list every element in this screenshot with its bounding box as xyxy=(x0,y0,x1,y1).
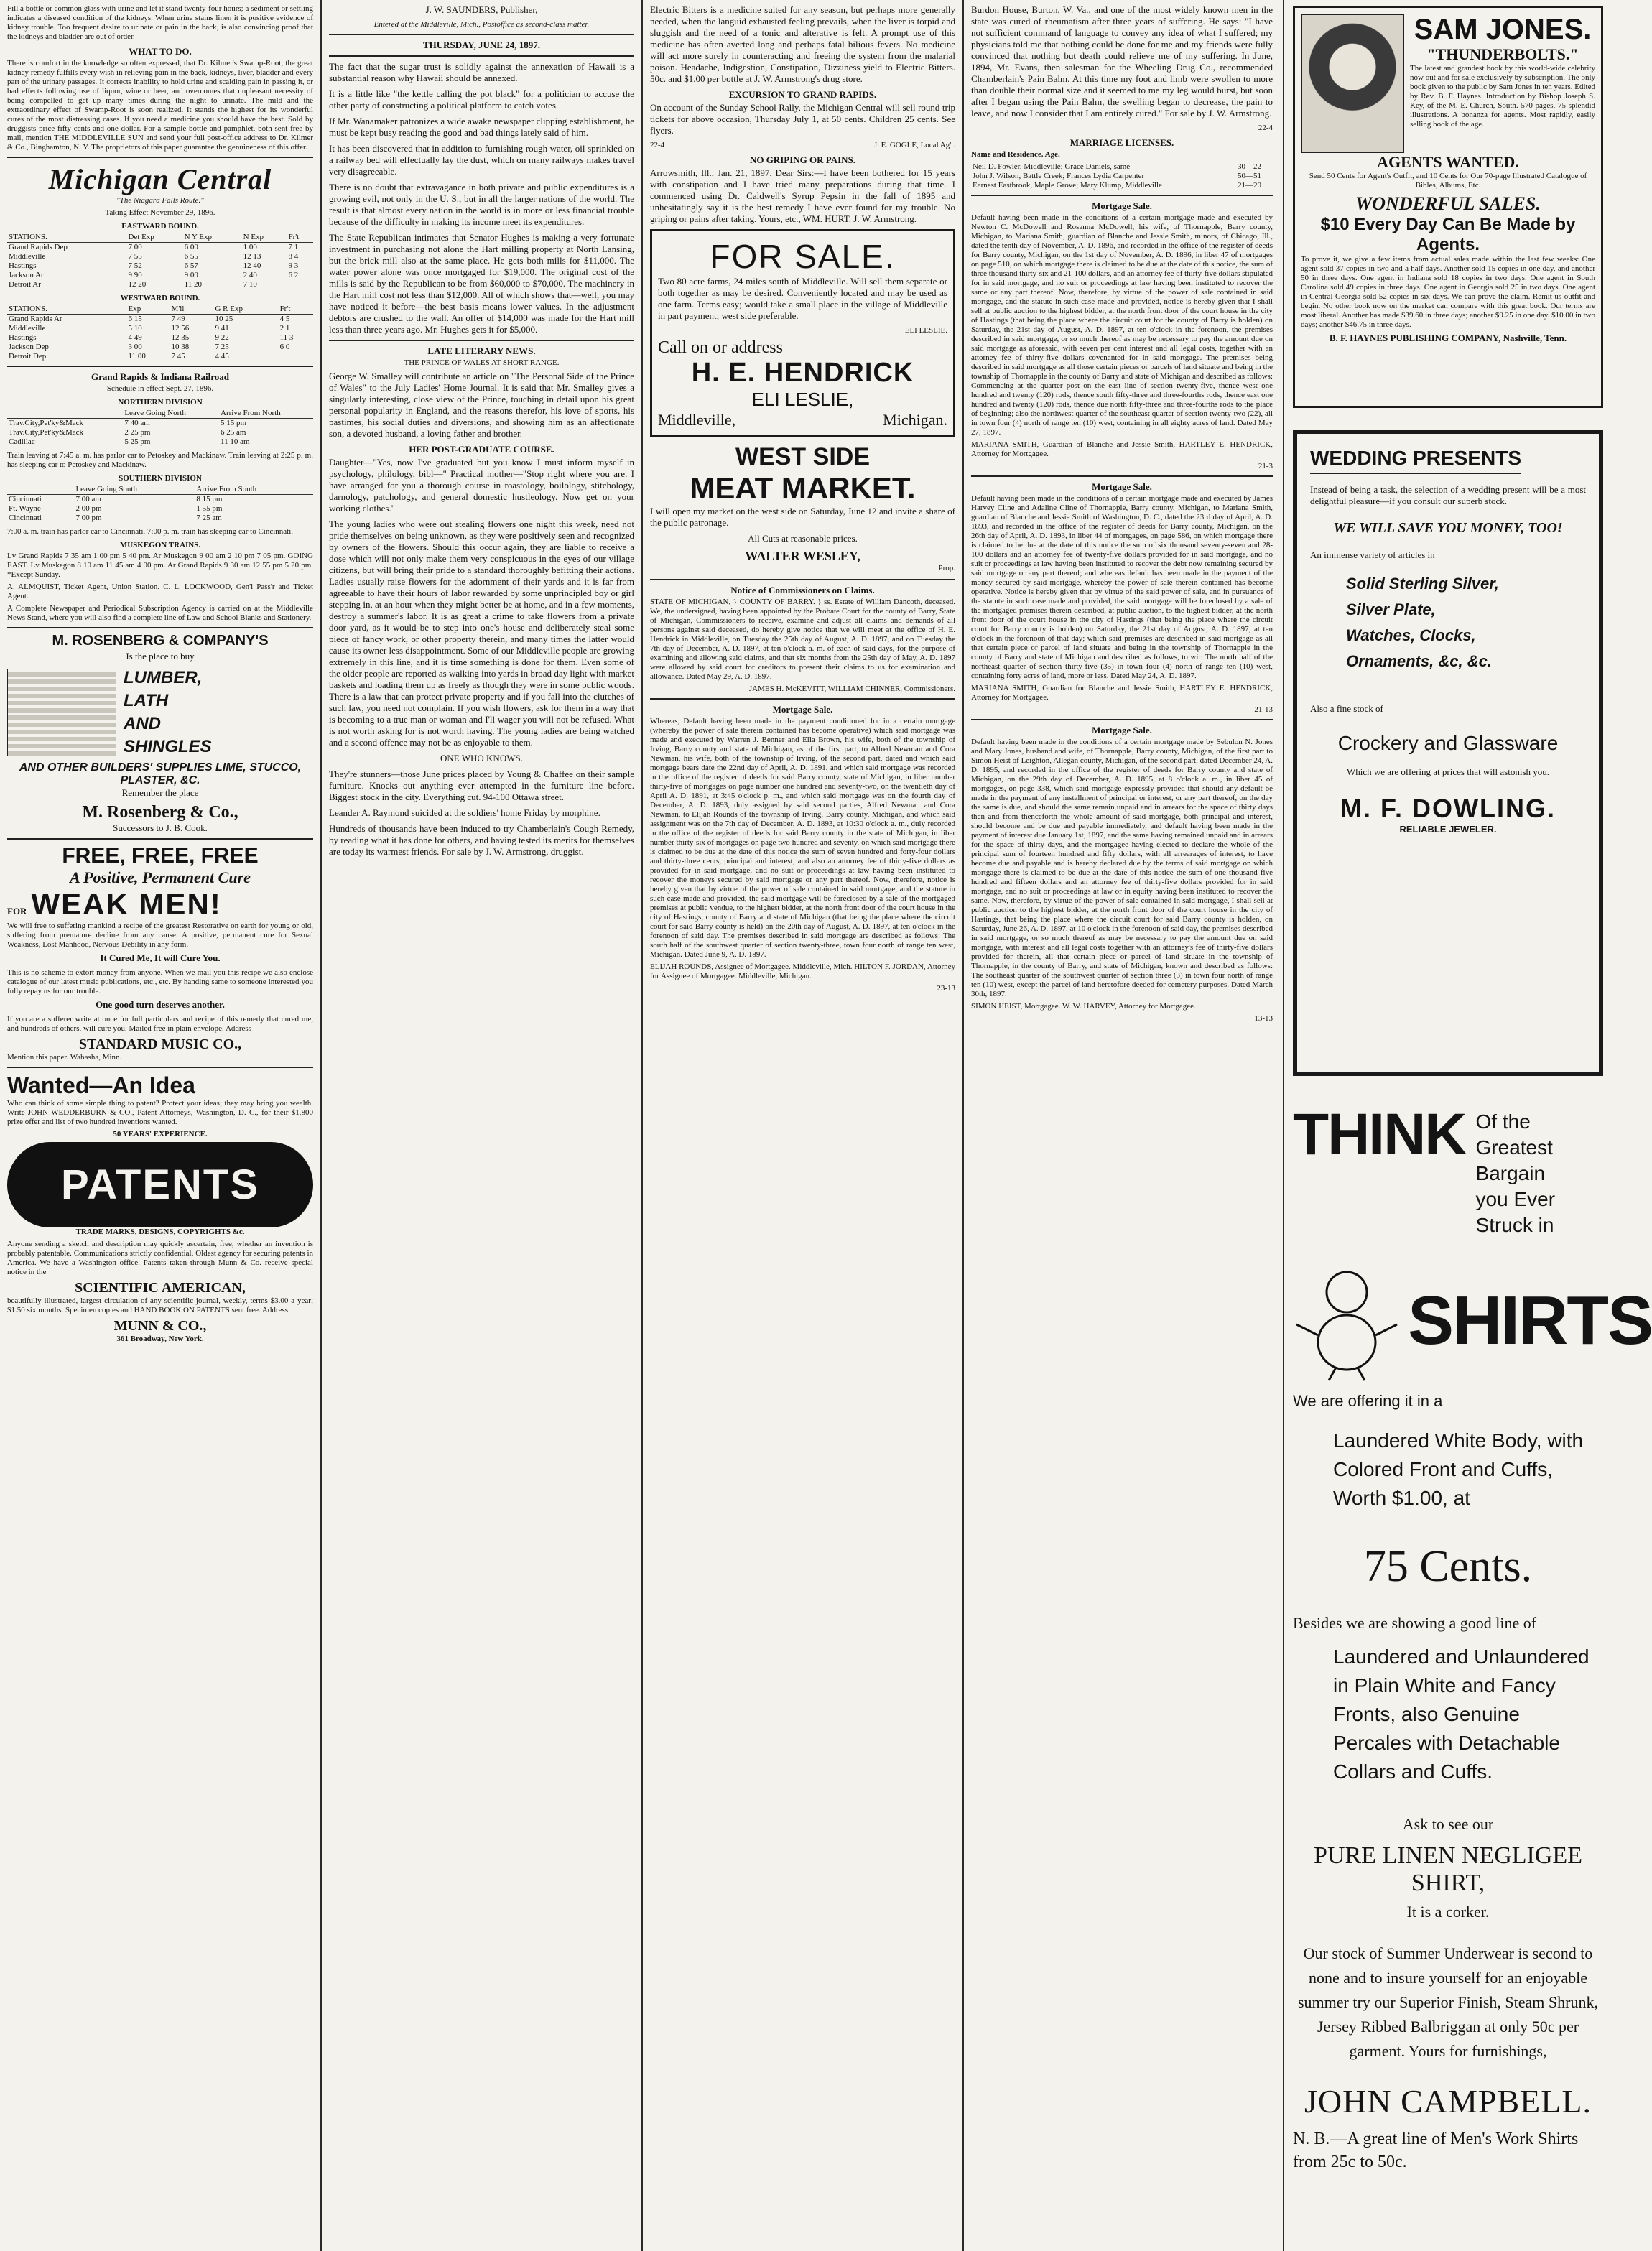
mortgage-sale-heading: Mortgage Sale. xyxy=(1092,725,1152,735)
timetable-cell: 7 45 xyxy=(171,352,185,361)
agents-text: A. ALMQUIST, Ticket Agent, Union Station. C. L. LOCKWOOD, Gen'l Pass'r and Ticket Agent. xyxy=(7,583,313,600)
mortgage-sale-text: Default having been made in the conditions of a certain mortgage made and executed by James Harvey Cline and Adaline Cline of Thornapple, Barry county, Michigan, to Mariana Smith, guardian of Blanche and Jessie Smith of Washington, D. C., dated the 23rd day of April, A. D. 1893, and recorded in the office of the register of deeds for Barry county, Michigan, on the 26th day of April, A. D. 1893, in liber 44 of mortgages, on page 586, on which mortgage there is claimed to be due at the date of this notice the sum of six thousand seventy-seven and 28-100 dollars and an attorney fee of twenty-five dollars provided for in said mortgage, and no suit or proceedings at law having been instituted to recover the debt now remaining secured by said mortgage or any part thereof; and whereas default has been made in the payment of the money secured by said mortgage, whereby the power of sale therein contained has become operative. Notice is hereby given that by virtue of the said power of sale, and in pursuance of the statute in such case made and provided, the said mortgage will be foreclosed by a sale of the mortgaged premises therein described, at public auction, to the highest bidder, at the north front door of the court house in the city of Hastings (that being the place where the circuit court for Barry county is holden) on Saturday, the 21st day of August, A. D. 1897, at ten o'clock in the forenoon of that day; which said premises are described in said mortgage as all that certain piece or parcel of land situate and being in the township of Thornapple in the county of Barry and state of Michigan and described as follows, to wit: The north half of the northeast quarter of section thirty-five (35) in town four (4) north of range ten (10) west, containing forty acres of land, more or less. Dated May 24, A. D. 1897. xyxy=(971,494,1273,680)
patents-logo: PATENTS xyxy=(7,1142,313,1227)
campbell-name: JOHN CAMPBELL. xyxy=(1304,2083,1592,2120)
weak-men-heading: WEAK MEN! xyxy=(31,887,222,921)
northern-division-heading: NORTHERN DIVISION xyxy=(118,398,203,407)
timetable-header-cell: Leave Going North xyxy=(123,409,219,419)
eastward-timetable xyxy=(7,233,313,289)
timetable-row xyxy=(7,495,313,505)
timetable-cell: 21—20 xyxy=(1238,181,1262,190)
divider xyxy=(329,340,634,341)
timetable-cell: 11 3 xyxy=(279,333,294,342)
patents-text: Anyone sending a sketch and description may quickly ascertain, free, whether an invention is probably patentable. Communications strictly confidential. Oldest agency for securing patents in America. We have a Washington office. Patents taken through Munn & Co. receive special notice in the xyxy=(7,1240,313,1276)
timetable-cell: Detroit Ar xyxy=(9,280,41,289)
divider xyxy=(329,55,634,57)
timetable-header-cell: STATIONS. xyxy=(7,233,126,243)
marriage-licenses-heading: MARRIAGE LICENSES. xyxy=(1069,137,1174,148)
westward-timetable xyxy=(7,305,313,361)
for-sale-text: Two 80 acre farms, 24 miles south of Middleville. Will sell them separate or both together as may be desired. Conveniently located and may be used as one farm. Terms easy; would take a small place in the village of Middleville in part payment; west side preferable. xyxy=(658,276,947,321)
burdon-number: 22-4 xyxy=(1258,124,1273,132)
timetable-cell: 1 55 pm xyxy=(196,504,223,513)
weak-men-banner xyxy=(7,887,313,922)
ten-dollars-text: To prove it, we give a few items from actual sales made within the last few weeks: One agent sold 37 copies in two and a half days. Another sold 15 copies in one day, and another 50 in three days. One agent in Indiana sold 18 copies in two days. One agent in South Carolina sold 49 copies in three days. One agent in Georgia sold 25 in two days. One agent in Central Georgia sold 52 copies in six days. We can prove the claim. Remit us outfit and begin. No other book now on the market can compare with this great book. Our terms are most liberal. Another has made $39.60 in three days; another $9.25 in one day. $10.00 in two days; another $46.75 in three days. xyxy=(1301,255,1595,329)
column-3 xyxy=(643,0,962,2251)
timetable-cell: Hastings xyxy=(9,261,37,270)
also-fine-text: Also a fine stock of xyxy=(1310,703,1383,714)
timetable-cell: Detroit Dep xyxy=(9,352,47,361)
timetable-row xyxy=(7,419,313,429)
timetable-cell: Cincinnati xyxy=(9,495,42,503)
agents-wanted-heading: AGENTS WANTED. xyxy=(1377,153,1519,171)
timetable-cell: 6 00 xyxy=(184,243,198,251)
column-2 xyxy=(322,0,641,2251)
timetable-header-cell: STATIONS. xyxy=(7,305,126,315)
timetable-cell xyxy=(279,352,313,361)
think-heading: THINK xyxy=(1293,1102,1466,1167)
west-side-heading: WEST SIDE xyxy=(735,443,871,470)
publisher-line: J. W. SAUNDERS, Publisher, xyxy=(425,4,538,15)
timetable-header-cell xyxy=(7,485,74,495)
entered-line: Entered at the Middleville, Mich., Postoffice as second-class matter. xyxy=(373,20,590,29)
think-line: Of the Greatest Bargain xyxy=(1475,1110,1553,1184)
muskegon-text: Lv Grand Rapids 7 35 am 1 00 pm 5 40 pm. Ar Muskegon 9 00 am 2 10 pm 7 05 pm. GOING EAST. Lv Muskegon 8 10 am 11 45 am 4 00 pm. Ar Grand Rapids 9 30 am 12 55 pm 5 20 pm. *Except Sunday. xyxy=(7,552,313,579)
excursion-signature: J. E. GOGLE, Local Ag't. xyxy=(873,141,955,149)
meat-market-heading: MEAT MARKET. xyxy=(690,471,916,505)
offering-text: We are offering it in a xyxy=(1293,1392,1443,1410)
flowers-paragraph: The young ladies who were out stealing flowers one night this week, need not pride themselves on being unknown, as they were positively seen and recognized by owners of the flowers. Should this occur again, they are liable to receive a dose which will not only make them very conspicuous in the eyes of our village citizens, but will bring their pride to a standard thoroughly befitting their actions. Ladies usually raise flowers for the adornment of their yards and it is far from agreeable to have their hours of labor rewarded by some unprincipled boy or girl stepping in, at an hour when they might better be at home, and in a few moments, destroy a summer's labor. It is as great a crime to take flowers from a private door yard, as it would be to step into one's house and deliberately steal some piece of fancy work, or other property therein, and many times the latter would cause its owner less disappointment. Some of our Middleville people are growing extremely in this line, and it is time something is done for them. Even some of the older people are reported as walking into yards in broad day light with market baskets and loading them up as freely as though they were in some public woods. There is a law that can protect private property and if you fall into the clutches of such law, you need not complain. If you wish flowers, ask for them in a way that is becoming to a true man or woman and I'll wager you will not be refused. What is not worth asking for is not worth having. The young ladies are being watched and a second offence may not be as enjoyable to them. xyxy=(329,519,634,748)
timetable-cell: 7 00 xyxy=(128,243,142,251)
call-on: Call on or address xyxy=(658,338,783,357)
mortgage-sale-heading: Mortgage Sale. xyxy=(772,704,833,715)
state-name: Michigan. xyxy=(883,411,947,429)
divider xyxy=(650,698,955,700)
timetable-cell: 5 10 xyxy=(128,324,142,333)
cough-remedy-paragraph: Hundreds of thousands have been induced to try Chamberlain's Cough Remedy, by reading what it has done for others, and having tested its merits for themselves are today its warmest friends. For sale by J. W. Armstrong, druggist. xyxy=(329,823,634,857)
notice-signature: JAMES H. McKEVITT, WILLIAM CHINNER, Commissioners. xyxy=(748,684,955,693)
timetable-row xyxy=(7,261,313,271)
timetable-cell: Hastings xyxy=(9,333,37,342)
rosenberg-remember: Remember the place xyxy=(121,787,199,798)
excursion-heading: EXCURSION TO GRAND RAPIDS. xyxy=(728,89,877,100)
timetable-row xyxy=(7,437,313,447)
timetable-row xyxy=(7,428,313,437)
years-experience: 50 YEARS' EXPERIENCE. xyxy=(113,1130,208,1138)
timetable-cell: 9 00 xyxy=(184,271,198,279)
timetable-cell: Trav.City,Pet'ky&Mack xyxy=(9,419,84,427)
linen-shirt-heading: PURE LINEN NEGLIGEE SHIRT, xyxy=(1314,1842,1582,1896)
shirts-banner xyxy=(1293,1260,1652,1382)
one-who-knows: ONE WHO KNOWS. xyxy=(440,753,523,764)
rosenberg-ad-body xyxy=(7,667,313,758)
timetable-row xyxy=(7,343,313,352)
mortgage-sale-number: 21-3 xyxy=(1258,462,1273,470)
scientific-american: SCIENTIFIC AMERICAN, xyxy=(75,1280,246,1296)
literary-paragraph: George W. Smalley will contribute an article on "The Personal Side of the Prince of Wales" to the July Ladies' Home Journal. It is said that Mr. Smalley gives a singularly interesting, close view of the Prince, touching in detail upon his great personal popularity in England, and the reasons therefor, his love of sports, his pastimes, his social duties and diversions, and showing him as an affectionate son, a devoted husband, a loving father and brother. xyxy=(329,371,634,439)
divider xyxy=(329,34,634,35)
mortgage-sale-signature: MARIANA SMITH, Guardian of Blanche and Jessie Smith, HARTLEY E. HENDRICK, Attorney for Mortgagee. xyxy=(971,440,1273,458)
timetable-cell: Cincinnati xyxy=(9,514,42,522)
timetable-header-cell: M'il xyxy=(170,305,214,315)
editorial-paragraph: It has been discovered that in addition to furnishing rough water, oil sprinkled on a railway bed will effectually lay the dust, which on many railways makes travel very disagreeable. xyxy=(329,143,634,177)
timetable-header-cell: N Y Exp xyxy=(183,233,242,243)
shirts-ad xyxy=(1293,1102,1652,2173)
post-graduate-heading: HER POST-GRADUATE COURSE. xyxy=(409,444,554,455)
timetable-cell: 7 10 xyxy=(243,280,257,289)
editorial-paragraph: The fact that the sugar trust is solidly against the annexation of Hawaii is a substantial reason why Hawaii should be annexed. xyxy=(329,61,634,83)
for-sale-eli: ELI LESLIE. xyxy=(904,326,947,335)
crockery-heading: Crockery and Glassware xyxy=(1337,732,1559,754)
free-sub: A Positive, Permanent Cure xyxy=(70,868,251,886)
sci-am-text: beautifully illustrated, largest circulation of any scientific journal, weekly, terms $3.00 a year; $1.50 six months. Specimen copies and HAND BOOK ON PATENTS sent free. Address xyxy=(7,1296,313,1314)
editorial-paragraph: If Mr. Wanamaker patronizes a wide awake newspaper clipping establishment, he must be kept busy reading the good and bad things lately said of him. xyxy=(329,116,634,138)
timetable-header-cell: Fr't xyxy=(287,233,313,243)
mc-effect-date: Taking Effect November 29, 1896. xyxy=(105,208,215,217)
divider xyxy=(7,627,313,628)
laundered2-text: Laundered and Unlaundered in Plain White and Fancy Fronts, also Genuine Percales with Detachable Collars and Cuffs. xyxy=(1333,1646,1590,1783)
wedding-items xyxy=(1346,571,1586,674)
divider xyxy=(7,1067,313,1068)
timetable-cell: 9 90 xyxy=(128,271,142,279)
what-to-do-heading: WHAT TO DO. xyxy=(129,46,192,57)
mortgage-sale-signature: ELIJAH ROUNDS, Assignee of Mortgagee. Middleville, Mich. HILTON F. JORDAN, Attorney for Assignee of Mortgagee. Middleville, Michigan. xyxy=(650,962,955,980)
corker-text: It is a corker. xyxy=(1406,1903,1490,1921)
timetable-cell: 11 00 xyxy=(128,352,146,361)
timetable-cell: 7 1 xyxy=(288,243,299,251)
ten-dollars-heading: $10 Every Day Can Be Made by Agents. xyxy=(1320,215,1576,254)
timetable-cell: 7 49 xyxy=(171,315,185,323)
wedding-presents-text: Instead of being a task, the selection of a wedding present will be a most delightful pleasure—if you consult our superb stock. xyxy=(1310,484,1586,506)
divider xyxy=(7,366,313,367)
timetable-header-cell: N Exp xyxy=(242,233,287,243)
timetable-cell: 10 25 xyxy=(215,315,233,323)
timetable-cell: 5 25 pm xyxy=(124,437,151,446)
swamp-root-text: There is comfort in the knowledge so often expressed, that Dr. Kilmer's Swamp-Root, the great kidney remedy fulfills every wish in relieving pain in the back, kidneys, liver, bladder and every part of the urinary passages. It corrects inability to hold urine and scalding pain in passing it, or bad effects following use of liquor, wine or beer, and overcomes that unpleasant necessity of being compelled to get up many times during the night to urinate. The mild and the extraordinary effect of Swamp-Root is soon realized. It stands the highest for its wonderful cures of the most distressing cases. If you need a medicine you should have the best. Sold by druggists price fifty cents and one dollar. For a sample bottle and pamphlet, both sent free by mail, mention THE MIDDLEVILLE SUN and send your full post-office address to Dr. Kilmer & Co., Binghamton, N. Y. The proprietors of this paper guarantee the genuineness of this offer. xyxy=(7,59,313,152)
ads-column xyxy=(1286,0,1652,2251)
timetable-cell: 8 15 pm xyxy=(196,495,223,503)
thunderbolts-text: The latest and grandest book by this world-wide celebrity now out and for sale exclusively by subscription. The only book given to the public by Sam Jones in ten years. Edited by Rev. B. F. Haynes. Introduction by Bishop Joseph S. Key, of the M. E. Church, South. 570 pages, 75 splendid illustrations. A bonanza for agents. Most rapidly, easily selling book of the age. xyxy=(1410,64,1595,129)
it-cured-me: It Cured Me, It will Cure You. xyxy=(100,952,221,963)
think-line: you Ever Struck in xyxy=(1475,1188,1556,1236)
mortgage-sale-number: 13-13 xyxy=(1254,1014,1273,1023)
rosenberg-heading: M. ROSENBERG & COMPANY'S xyxy=(52,633,269,649)
timetable-row xyxy=(7,504,313,514)
sam-jones-ad xyxy=(1293,6,1603,408)
timetable-cell: 11 20 xyxy=(184,280,202,289)
haynes-publisher: B. F. HAYNES PUBLISHING COMPANY, Nashville, Tenn. xyxy=(1329,333,1567,343)
electric-bitters-text: Electric Bitters is a medicine suited for any season, but perhaps more generally needed, when the languid exhausted feeling prevails, when the liver is torpid and sluggish and the need of a tonic and alterative is felt. A prompt use of this medicine has often averted long and perhaps fatal bilious fevers. No medicine will act more surely in counteracting and freeing the system from the malarial poison. Headache, Indigestion, Constipation, Dizziness yield to Electric Bitters. 50c. and $1.00 per bottle at J. W. Armstrong's drug store. xyxy=(650,4,955,84)
wonderful-sales-heading: WONDERFUL SALES. xyxy=(1355,193,1541,214)
wedding-item: Solid Sterling Silver, xyxy=(1346,575,1499,593)
munn-name: MUNN & CO., xyxy=(113,1318,207,1334)
timetable-cell: 10 38 xyxy=(171,343,190,351)
timetable-cell: 9 41 xyxy=(215,324,229,333)
southern-division-heading: SOUTHERN DIVISION xyxy=(119,474,202,483)
wedding-item: Silver Plate, xyxy=(1346,600,1436,618)
wedding-item: Ornaments, &c, &c. xyxy=(1346,652,1492,670)
timetable-row xyxy=(7,271,313,280)
timetable-cell: 7 55 xyxy=(128,252,142,261)
timetable-row xyxy=(7,514,313,523)
divider xyxy=(7,838,313,840)
timetable-cell: 6 55 xyxy=(184,252,198,261)
timetable-cell: 11 10 am xyxy=(221,437,250,446)
raymond-paragraph: Leander A. Raymond suicided at the soldiers' home Friday by morphine. xyxy=(329,807,600,818)
timetable-cell: 6 15 xyxy=(128,315,142,323)
save-money-heading: WE WILL SAVE YOU MONEY, TOO! xyxy=(1333,520,1563,536)
timetable-cell: 7 25 xyxy=(215,343,229,351)
for-sale-heading: FOR SALE. xyxy=(710,238,896,275)
one-good-turn: One good turn deserves another. xyxy=(96,999,225,1010)
for-sale-location xyxy=(658,411,947,430)
weak-men-text: We will free to suffering mankind a recipe of the greatest Restorative on earth for young or old, suffering from premature decline from any cause. A positive, permanent cure for Sexual Weakness, Lost Manhood, Nervous Debility in any form. xyxy=(7,922,313,949)
timetable-cell: Jackson Dep xyxy=(9,343,49,351)
patents-sub: TRADE MARKS, DESIGNS, COPYRIGHTS &c. xyxy=(75,1227,245,1236)
literary-heading: LATE LITERARY NEWS. xyxy=(427,345,536,356)
timetable-row xyxy=(7,243,313,253)
for-sale-ad xyxy=(650,229,955,437)
timetable-cell: 50—51 xyxy=(1238,172,1262,180)
column-rule xyxy=(1283,0,1284,2251)
munn-address: 361 Broadway, New York. xyxy=(116,1335,204,1343)
southern-note: 7:00 a. m. train has parlor car to Cincinnati. 7:00 p. m. train has sleeping car to Cincinnati. xyxy=(7,527,294,536)
timetable-header-cell: Det Exp xyxy=(126,233,182,243)
baby-figure-icon xyxy=(1293,1260,1401,1382)
timetable-header-cell: Exp xyxy=(126,305,170,315)
northern-timetable xyxy=(7,409,313,447)
timetable-header-cell: G R Exp xyxy=(213,305,278,315)
timetable-cell: 7 25 am xyxy=(196,514,222,522)
timetable-header-cell: Arrive From North xyxy=(219,409,313,419)
sam-jones-header xyxy=(1301,14,1595,153)
timetable-cell xyxy=(287,280,313,289)
standard-music-mention: Mention this paper. Wabasha, Minn. xyxy=(7,1053,122,1062)
work-shirts-note: N. B.—A great line of Men's Work Shirts from 25c to 50c. xyxy=(1293,2130,1579,2171)
standard-music-name: STANDARD MUSIC CO., xyxy=(78,1036,242,1052)
price-75-cents: 75 Cents. xyxy=(1363,1542,1533,1591)
timetable-cell: 7 40 am xyxy=(124,419,150,427)
wanted-idea-heading: Wanted—An Idea xyxy=(7,1072,195,1098)
timetable-cell: 12 20 xyxy=(128,280,147,289)
notice-heading: Notice of Commissioners on Claims. xyxy=(730,585,875,595)
wesley-prop: Prop. xyxy=(938,564,955,572)
timetable-cell: 6 57 xyxy=(184,261,198,270)
timetable-row xyxy=(7,315,313,325)
timetable-cell: 12 35 xyxy=(171,333,190,342)
thunderbolts-heading: "THUNDERBOLTS." xyxy=(1426,45,1579,63)
timetable-cell: 2 25 pm xyxy=(124,428,151,437)
gr-indiana-heading: Grand Rapids & Indiana Railroad xyxy=(91,371,229,382)
no-griping-text: Arrowsmith, Ill., Jan. 21, 1897. Dear Sirs:—I have been bothered for 15 years with constipation and I have tried many preparations during that time. I commenced using Dr. Caldwell's Syrup Pepsin in the fall of 1895 and unhesitatingly say it is the best remedy I have ever found for my trouble. No griping or pains after taking. Yours, etc., WM. HURT. J. W. Armstrong. xyxy=(650,167,955,224)
mortgage-sale-text: Default having been made in the conditions of a certain mortgage made and executed by Newton C. McDowell and Rosanna McDowell, his wife, of Thornapple, Barry county, Michigan, to Mariana Smith, guardian of Blanche and Jessie Smith, minors, of Chicago, Ill., dated the tenth day of November, A. D. 1896, and recorded in the office of the register of deeds for Barry county, Michigan, on the 1st day of November, A. D. 1896, in liber 47 of mortgages on page 510, on which mortgage there is claimed to be due at the date of this notice, the sum of three thousand thirty-six and 21-100 dollars, and an attorney fee of thirty-five dollars stipulated for in said mortgage, and no suit or proceedings at law having been instituted to recover the same or any part thereof. Now, therefore, by virtue of the power of sale contained in said mortgage, and the statute in such case made and provided, notice is hereby given that I shall sell at public auction to the highest bidder, at the north front door of the court house in the city of Hastings (that being the place where the circuit court for the county of Barry is holden) on Saturday, the 21st day of August, A. D. 1897, at ten o'clock in the forenoon, the premises described in said mortgage, or so much thereof as may be necessary to pay the amount due on said mortgage as aforesaid, with seven per cent interest and all legal costs, together with an attorney fee of thirty-five dollars covenanted for in said mortgage. The premises being described in said mortgage as all those certain pieces or parcels of land situate and being in the township of Thornapple in the county of Barry and state of Michigan and described as follows: Commencing at the quarter post on the east line of section twenty-five, thence west one hundred and twenty (120) rods, thence south fifty-three and three-fourths rods, thence east one hundred and twenty (120) rods, thence due north fifty-three and three-fourths rods to the place of beginning; also the northwest quarter of the southeast quarter of section twenty-two (22), all in town four (4) north of range ten (10) west, containing in all eighty acres of land. Dated May 27, 1897. xyxy=(971,213,1273,437)
column-1 xyxy=(0,0,320,2251)
timetable-header-cell: Fr't xyxy=(279,305,313,315)
mortgage-sale-heading: Mortgage Sale. xyxy=(1092,481,1152,492)
gr-indiana-schedule: Schedule in effect Sept. 27, 1896. xyxy=(106,384,214,393)
timetable-cell: Grand Rapids Ar xyxy=(9,315,62,323)
timetable-cell: 2 00 pm xyxy=(75,504,102,513)
divider xyxy=(7,157,313,158)
eli-leslie-name: ELI LESLIE, xyxy=(751,389,854,410)
think-banner xyxy=(1293,1102,1603,1238)
laundered-text: Laundered White Body, with Colored Front and Cuffs, Worth $1.00, at xyxy=(1333,1429,1584,1509)
rosenberg-successors: Successors to J. B. Cook. xyxy=(113,822,208,833)
timetable-cell: 8 4 xyxy=(288,252,299,261)
shirts-heading: SHIRTS xyxy=(1408,1282,1652,1359)
rosenberg-items xyxy=(124,667,212,758)
mortgage-sale-text: Whereas, Default having been made in the payment conditioned for in a certain mortgage (whereby the power of sale therein contained has become operative) which said mortgage was made and executed by Warren J. Benner and Ella Brown, his wife, both of the township of Irving, Barry county and state of Michigan, as of the first part, to Alfred Newman and Cora Newman, his wife, both of the township of Irving, of the second part, dated and which said mortgage bears date the 22nd day of April, A. D. 1891, and which said mortgage was recorded in the office of the register of deeds for said Barry county, state of Michigan, in liber number thirty-five of mortgages on page number one hundred and seventy-two, on the twentieth day of April A. D. 1891, at 3:45 o'clock p. m., and which said mortgage was on the fourth day of December, A. D. 1893, duly assigned by said second parties, Alfred Newman and Cora Newman, to Elijah Rounds of the township of Irving, Barry county, Michigan, and which said assignment was on the 7th day of December, A. D. 1893, at 10:30 o'clock a. m., duly recorded in the office of the register of deeds for said Barry county in the state of Michigan, in liber number thirty-six of mortgages on page two hundred and seventy, on which said mortgage there is claimed to be due at the date of this notice the sum of seven hundred and forty-four dollars and thirty-three cents, principal and interest, and also an attorney fee of thirty-five dollars as provided for in said mortgage, and no suit or proceedings at law having been instituted to recover the moneys secured by said mortgage or any part thereof. Now, therefore, notice is hereby given that by virtue of the power of sale contained in said mortgage, and the statute in such case made and provided, the said mortgage will be foreclosed by a sale of the mortgaged premises at public vendue, to the highest bidder, at the north front door of the court house in the city of Hastings, county of Barry and state of Michigan (that being the place where the circuit court for said Barry county is held) on the 20th day of August, A. D. 1897, at ten o'clock in the forenoon of said day. The premises described in said mortgage are described as follows: The south half of the southwest quarter of section twenty-three, town four north of range ten west, Michigan. Dated June 9, A. D. 1897. xyxy=(650,717,955,959)
timetable-cell: John J. Wilson, Battle Creek; Frances Lydia Carpenter xyxy=(973,172,1145,180)
westward-heading: WESTWARD BOUND. xyxy=(120,294,200,302)
lumber-stack-icon xyxy=(7,669,116,756)
town-name: Middleville, xyxy=(658,411,736,429)
think-sub xyxy=(1476,1109,1603,1238)
timetable-cell: Neil D. Fowler, Middleville; Grace Daniels, same xyxy=(973,162,1131,171)
burdon-text: Burdon House, Burton, W. Va., and one of the most widely known men in the state was cured of rheumatism after three years of suffering. He says: "I have not sufficient command of language to convey any idea of what I suffered; my physicians told me that nothing could be done for me and my friends were fully convinced that nothing but death could relieve me of my suffering. In June, 1894, Mr. Evans, then salesman for the Wheeling Drug Co., recommended Chamberlain's Pain Balm. At this time my foot and limb were swollen to more than double their normal size and it seemed to me my leg would burst, but soon after I began using the Pain Balm, the swelling began to decrease, the pain to leave, and now I consider that I am entirely cured." For sale by J. W. Armstrong. xyxy=(971,4,1273,119)
timetable-row xyxy=(7,324,313,333)
timetable-cell: 30—22 xyxy=(1238,162,1262,171)
timetable-cell: Jackson Ar xyxy=(9,271,44,279)
dateline: THURSDAY, JUNE 24, 1897. xyxy=(422,40,540,50)
excursion-number: 22-4 xyxy=(650,141,665,149)
timetable-cell: Cadillac xyxy=(9,437,35,446)
timetable-cell: Middleville xyxy=(9,252,46,261)
rosenberg-item: SHINGLES xyxy=(124,737,212,756)
rosenberg-name: M. Rosenberg & Co., xyxy=(82,803,238,822)
timetable-cell: 2 1 xyxy=(279,324,290,333)
muskegon-heading: MUSKEGON TRAINS. xyxy=(119,541,201,549)
rosenberg-supplies: AND OTHER BUILDERS' SUPPLIES LIME, STUCCO, PLASTER, &C. xyxy=(19,761,302,786)
timetable-cell: 3 00 xyxy=(128,343,142,351)
mortgage-sale-number: 21-13 xyxy=(1254,705,1273,714)
timetable-cell: 2 40 xyxy=(243,271,257,279)
urine-test-text: Fill a bottle or common glass with urine and let it stand twenty-four hours; a sediment or settling indicates a diseased condition of the kidneys. When urine stains linen it is positive evidence of kidney trouble. Too frequent desire to urinate or pain in the back, is also convincing proof that the kidneys and bladder are out of order. xyxy=(7,4,313,41)
for-label: FOR xyxy=(7,906,27,916)
free-heading: FREE, FREE, FREE xyxy=(62,844,259,868)
besides-text: Besides we are showing a good line of xyxy=(1293,1614,1537,1632)
rosenberg-item: LUMBER, xyxy=(124,668,203,687)
timetable-cell: Grand Rapids Dep xyxy=(9,243,68,251)
hendrick-name: H. E. HENDRICK xyxy=(691,358,914,388)
southern-timetable xyxy=(7,485,313,523)
timetable-cell: 7 00 am xyxy=(75,495,101,503)
literary-sub: THE PRINCE OF WALES AT SHORT RANGE. xyxy=(404,358,560,367)
timetable-cell: Earnest Eastbrook, Maple Grove; Mary Klump, Middleville xyxy=(973,181,1162,190)
timetable-cell: 12 56 xyxy=(171,324,190,333)
timetable-cell: Ft. Wayne xyxy=(9,504,41,513)
editorial-paragraph: There is no doubt that extravagance in both private and public expenditures is a growing evil, not only in the U. S., but in all the larger nations of the world. The result is that almost every nation in the world is in more or less financial trouble because of the difficulty in making its income meet its expenditures. xyxy=(329,182,634,227)
editorial-paragraph: The State Republican intimates that Senator Hughes is making a very fortunate investment in purchasing not alone the Hart milling property at North Lansing, but the brick mill also at the same place. He gets both mills for $11,000. The water power alone was once mortgaged for $19,000. The original cost of the mills is said by the Republican to be from $60,000 to $70,000. The machinery in the Hart mill cost not less than $12,000. All of which shows that—well, you may have noticed it before—the best basis means lower values. In the adjustment debtors are crushed to the wall. An offer of $14,000 was made for the Hart mill less than three years ago. Mr. Hughes gets it for $5,000. xyxy=(329,232,634,335)
timetable-cell: 6 0 xyxy=(279,343,290,351)
excursion-text: On account of the Sunday School Rally, the Michigan Central will sell round trip tickets for above occasion, Thursday July 1, at 50 cents. Children 25 cents. See flyers. xyxy=(650,102,955,136)
timetable-cell: 6 25 am xyxy=(221,428,246,437)
sufferer-text: If you are a sufferer write at once for full particulars and recipe of this remedy that cured me, and hundreds of others, will cure you. Mailed free in plain envelope. Address xyxy=(7,1015,313,1033)
furniture-paragraph: They're stunners—those June prices placed by Young & Chaffee on their sample furniture. Knocks out anything ever attempted in the furniture line before. Biggest stock in the city. Everything cut. 94-100 Ottawa street. xyxy=(329,769,634,802)
timetable-cell: Middleville xyxy=(9,324,46,333)
timetable-cell: 7 52 xyxy=(128,261,142,270)
mortgage-sale-heading: Mortgage Sale. xyxy=(1092,200,1152,211)
wedding-presents-heading: WEDDING PRESENTS xyxy=(1310,447,1521,474)
timetable-cell: Trav.City,Pet'ky&Mack xyxy=(9,428,84,437)
rosenberg-sub: Is the place to buy xyxy=(126,651,195,662)
timetable-cell: 12 13 xyxy=(243,252,261,261)
reliable-jeweler: RELIABLE JEWELER. xyxy=(1399,824,1497,835)
michigan-central-logo: Michigan Central xyxy=(48,163,272,195)
excursion-sig-row xyxy=(650,141,955,150)
mc-tagline: "The Niagara Falls Route." xyxy=(116,196,204,205)
mortgage-sale-signature: SIMON HEIST, Mortgagee. W. W. HARVEY, Attorney for Mortgagee. xyxy=(971,1002,1196,1011)
wedding-item: Watches, Clocks, xyxy=(1346,626,1476,644)
timetable-cell: 6 2 xyxy=(288,271,299,279)
variety-text: An immense variety of articles in xyxy=(1310,549,1435,560)
no-griping-heading: NO GRIPING OR PAINS. xyxy=(749,154,856,165)
timetable-cell: 4 5 xyxy=(279,315,290,323)
rosenberg-item: AND xyxy=(124,714,161,733)
mortgage-sale-text: Default having been made in the conditions of a certain mortgage made by Sebulon N. Jones and Mary Jones, husband and wife, of Thornapple, Barry county, Michigan, of the first part to Simon Heist of Leighton, Allegan county, Michigan, of the second part, dated December 24, A. D. 1895, and recorded in the office of the register of deeds for Barry county and state of Michigan, on the 29th day of December, A. D. 1895, at 8 o'clock a. m., in liber 45 of mortgages, on page 338, which said mortgage expressly provided that should any default be made in the payment of any installment of principal or interest, or any part thereof, on the day the same is due, and should the same remain unpaid and in arrears for the space of thirty days then and from thenceforth the whole amount of said mortgage, both principal and interest, should become and be due and payable immediately, and default having been made in the payment of interest due January 1st, 1897, and the same having remained unpaid and in arrears for the space of thirty days, and the mortgagee having elected to declare the whole of the principal sum of fourteen hundred and fifty dollars, with all arrearages of interest, to have become due and payable and is hereby declared due by the terms of said mortgage on which mortgage there is claimed to be due at the date of this notice the sum of one thousand five hundred and fifteen dollars and an attorney fee of thirty-five dollars provided for in said mortgage, and no suit or proceedings at law or in equity having been instituted to recover the same. Now, therefore, by virtue of the power of sale contained in said mortgage, I shall sell at public auction to the highest bidder, at the north front door of the court house in the city of Hastings, that being the place where the circuit court for said Barry county is holden, on Saturday, June 26, A. D. 1897, at 10 o'clock in the forenoon of said day, the premises described in said mortgage, or so much thereof as may be necessary to pay the amount due on said mortgage, with interest and all legal costs together with an attorney's fee of thirty-five dollars provided for therein, all that certain piece or parcel of land situate in the township of Thornapple, in the county of Barry, and state of Michigan, known and described as follows: The southeast quarter of the southwest quarter of section three (3) in town four north of range ten (10) west, except the parcel of land heretofore deeded for cemetery purposes. Dated March 30th, 1897. xyxy=(971,738,1273,998)
timetable-cell: 5 15 pm xyxy=(221,419,247,427)
meat-market-ad xyxy=(650,443,955,573)
prices-text: Which we are offering at prices that will astonish you. xyxy=(1346,766,1550,777)
dowling-name: M. F. DOWLING. xyxy=(1340,794,1556,823)
wanted-idea-text: Who can think of some simple thing to patent? Protect your ideas; they may bring you wealth. Write JOHN WEDDERBURN & CO., Patent Attorneys, Washington, D. C., for their $1,800 prize offer and list of two hundred inventions wanted. xyxy=(7,1099,313,1126)
timetable-cell: 7 00 pm xyxy=(75,514,102,522)
sam-jones-heading: SAM JONES. xyxy=(1414,14,1592,45)
timetable-header-cell: Arrive From South xyxy=(195,485,313,495)
marriage-licenses-columns: Name and Residence. Age. xyxy=(971,150,1060,159)
timetable-cell: 9 3 xyxy=(288,261,299,270)
timetable-cell: 1 00 xyxy=(243,243,257,251)
timetable-header-cell: Leave Going South xyxy=(74,485,195,495)
meat-market-text: I will open my market on the west side on Saturday, June 12 and invite a share of the public patronage. xyxy=(650,506,955,528)
agents-wanted-text: Send 50 Cents for Agent's Outfit, and 10 Cents for Our 70-page Illustrated Catalogue of Bibles, Albums, Etc. xyxy=(1309,172,1587,190)
timetable-row xyxy=(7,352,313,361)
notice-text: STATE OF MICHIGAN, } COUNTY OF BARRY. } ss. Estate of William Dancoth, deceased. We, the undersigned, having been appointed by the Probate Court for the county of Barry, State of Michigan, Commissioners to receive, examine and adjust all claims and demands of all persons against said deceased, do hereby give notice that we will meet at the office of H. E. Hendrick in Middleville, on Tuesday the 25th day of August, A. D. 1897, and on Tuesday the 7th day of December, A. D. 1897, at ten o'clock a. m. of each of said days, for the purpose of examining and allowing said claims, and that six months from the 25th day of May, A. D. 1897 were allowed by said court for creditors to present their claims to us for examination and allowance. Dated May 29, A. D. 1897. xyxy=(650,598,955,681)
timetable-header-cell xyxy=(7,409,123,419)
timetable-cell: 4 45 xyxy=(215,352,229,361)
mortgage-sale-signature: MARIANA SMITH, Guardian for Blanche and Jessie Smith, HARTLEY E. HENDRICK, Attorney for Mortgagee. xyxy=(971,684,1273,702)
editorial-paragraph: It is a little like "the kettle calling the pot black" for a politician to accuse the other party of constructing a political platform to catch votes. xyxy=(329,88,634,111)
portrait-icon xyxy=(1301,14,1404,153)
northern-note: Train leaving at 7:45 a. m. has parlor car to Petoskey and Mackinaw. Train leaving at 2:25 p. m. has sleeping car to Petoskey and Mackinaw. xyxy=(7,451,313,469)
timetable-cell: 12 40 xyxy=(243,261,261,270)
meat-cuts: All Cuts at reasonable prices. xyxy=(748,533,858,544)
timetable-cell: 4 49 xyxy=(128,333,142,342)
timetable-row xyxy=(7,333,313,343)
mortgage-sale-number: 23-13 xyxy=(937,984,955,993)
wesley-name: WALTER WESLEY, xyxy=(745,549,860,563)
post-graduate-paragraph: Daughter—"Yes, now I've graduated but you know I must inform myself in psychology, philology, bibl—" Practical mother—"Stop right where you are. I have arranged for you a thorough course in roastology, boilology, stitchology, darnology, patchology, and general domestic hustleology. Now get on your working clothes." xyxy=(329,457,634,514)
rosenberg-item: LATH xyxy=(124,691,169,710)
timetable-row xyxy=(7,280,313,289)
wedding-presents-ad xyxy=(1293,430,1603,1076)
scheme-text: This is no scheme to extort money from anyone. When we mail you this recipe we also enclose catalogue of our latest music publications, etc., etc. By handing same to someone interested you fully repay us for our trouble. xyxy=(7,968,313,995)
timetable-cell: 9 22 xyxy=(215,333,229,342)
underwear-text: Our stock of Summer Underwear is second to none and to insure yourself for an enjoyable summer try our Superior Finish, Steam Shrunk, Jersey Ribbed Balbriggan at only 50c per garment. Yours for furnishings, xyxy=(1298,1944,1598,2060)
divider xyxy=(650,579,955,580)
timetable-row xyxy=(7,252,313,261)
ask-to-see: Ask to see our xyxy=(1402,1815,1494,1833)
news-agency-note: A Complete Newspaper and Periodical Subscription Agency is carried on at the Middleville News Stand, where you will also find a complete line of Law and School Blanks and Stationery. xyxy=(7,604,313,622)
eastward-heading: EASTWARD BOUND. xyxy=(121,222,199,231)
